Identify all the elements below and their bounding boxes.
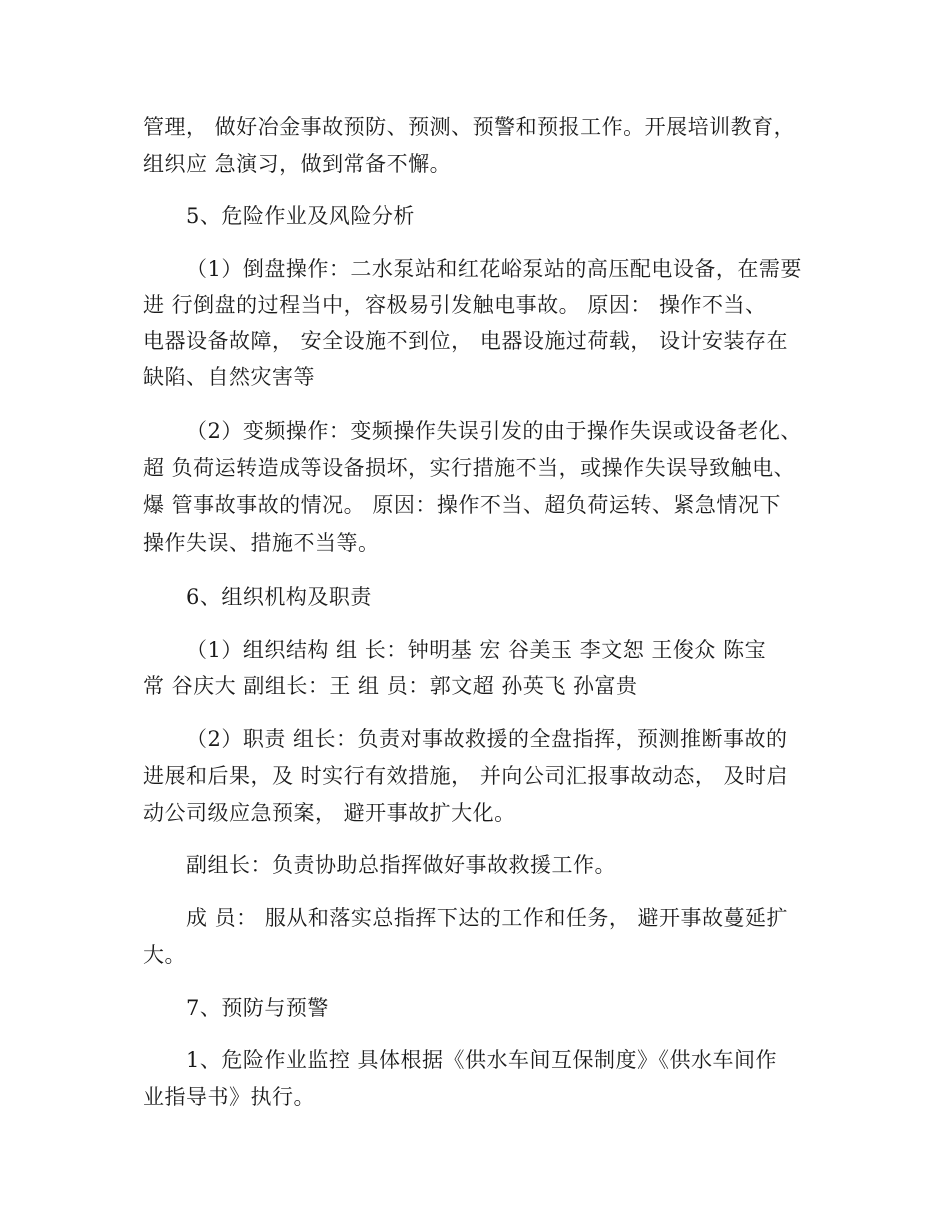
text-line: （2）变频操作：变频操作失误引发的由于操作失误或设备老化、	[186, 419, 802, 443]
text-line: 进展和后果，及 时实行有效措施， 并向公司汇报事故动态， 及时启	[143, 764, 789, 788]
text-line: 常 谷庆大 副组长：王 组 员：郭文超 孙英飞 孙富贵	[143, 674, 638, 698]
text-line: 进 行倒盘的过程当中，容极易引发触电事故。 原因： 操作不当、	[143, 293, 767, 317]
text-line: 业指导书》执行。	[143, 1085, 315, 1109]
text-line: 操作失误、措施不当等。	[143, 531, 380, 555]
text-line: 副组长：负责协助总指挥做好事故救援工作。	[186, 853, 616, 877]
text-line: 超 负荷运转造成等设备损坏，实行措施不当，或操作失误导致触电、	[143, 456, 796, 480]
text-line: （1）倒盘操作：二水泵站和红花峪泵站的高压配电设备，在需要	[186, 257, 802, 281]
text-line: 电器设备故障， 安全设施不到位， 电器设施过荷载， 设计安装存在	[143, 329, 789, 353]
text-line: 管理， 做好冶金事故预防、预测、预警和预报工作。开展培训教育，	[143, 115, 796, 139]
text-line: 组织应 急演习，做到常备不懈。	[143, 152, 452, 176]
text-line: （2）职责 组长：负责对事故救援的全盘指挥，预测推断事故的	[186, 727, 788, 751]
text-line: 成 员： 服从和落实总指挥下达的工作和任务， 避开事故蔓延扩	[186, 906, 789, 930]
section-heading: 6、组织机构及职责	[186, 585, 372, 609]
text-line: 缺陷、自然灾害等	[143, 365, 315, 389]
text-line: 爆 管事故事故的情况。 原因：操作不当、超负荷运转、紧急情况下	[143, 493, 781, 517]
text-line: 1、危险作业监控 具体根据《供水车间互保制度》《供水车间作	[186, 1048, 778, 1072]
text-line: 大。	[143, 943, 186, 967]
text-line: （1）组织结构 组 长：钟明基 宏 谷美玉 李文恕 王俊众 陈宝	[186, 638, 767, 662]
text-line: 动公司级应急预案， 避开事故扩大化。	[143, 801, 516, 825]
section-heading: 7、预防与预警	[186, 996, 329, 1020]
section-heading: 5、危险作业及风险分析	[186, 204, 415, 228]
